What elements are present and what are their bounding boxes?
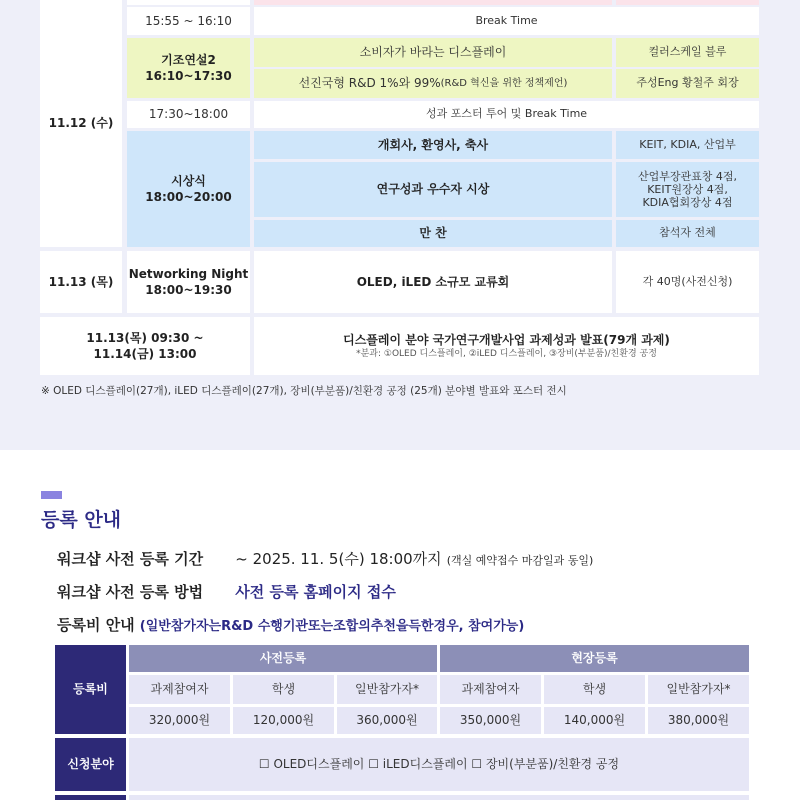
category-cell: 과제참여자 [440,675,541,704]
break2-title: 성과 포스터 투어 및 Break Time [254,101,759,128]
registration-fee-row [57,614,524,635]
section-accent-bar [41,491,62,499]
schedule-footnote: ※ OLED 디스플레이(27개), iLED 디스플레이(27개), 장비(부분품)/친환경 공정 (25개) 분야별 발표와 포스터 전시 [41,385,567,397]
period-value: ~ 2025. 11. 5(수) 18:00까지 [235,550,442,568]
fee-label: 등록비 안내 [57,616,135,634]
prev-row-cell [127,0,250,5]
presentation-when-line: 11.13(목) 09:30 ~ [86,330,204,345]
presentation-title: 디스플레이 분야 국가연구개발사업 과제성과 발표(79개 과제) [343,332,670,347]
award-by1: KEIT, KDIA, 산업부 [616,131,759,159]
award-by2-line: KEIT원장상 4점, [647,182,728,196]
break2-time: 17:30~18:00 [127,101,250,128]
category-cell: 일반참가자* [337,675,437,704]
keynote-session [127,38,250,98]
presentation-when [40,317,250,375]
networking-time: 18:00~19:30 [145,283,232,297]
award-item1: 개회사, 환영사, 축사 [254,131,612,159]
award-session [127,131,250,247]
break1-time: 15:55 ~ 16:10 [127,7,250,35]
method-value: 사전 등록 홈페이지 접수 [235,583,396,601]
keynote-talk1: 소비자가 바라는 디스플레이 [254,38,612,67]
break1-title: Break Time [254,7,759,35]
award-by2-line: KDIA협회장상 4점 [642,196,733,210]
presentation-when-line: 11.14(금) 13:00 [93,347,197,361]
category-cell: 학생 [544,675,645,704]
award-by2 [616,162,759,217]
day-label-1112: 11.12 (수) [40,0,122,247]
day-label-1113: 11.13 (목) [40,251,122,313]
next-row-cell [129,795,749,800]
networking-item: OLED, iLED 소규모 교류회 [254,251,612,313]
keynote-talk2-sub: (R&D 혁신을 위한 정책제언) [440,77,568,89]
price-cell: 360,000원 [337,707,437,734]
networking-title: Networking Night [128,266,249,281]
price-cell: 120,000원 [233,707,334,734]
price-cell: 140,000원 [544,707,645,734]
period-label: 워크샵 사전 등록 기간 [57,550,204,568]
keynote-talk2-main: 선진국형 R&D 1%와 99% [298,76,441,91]
fee-note: (일반참가자는R&D 수행기관또는조합의추천을득한경우, 참여가능) [139,619,525,634]
field-header-cell: 신청분야 [55,738,126,791]
prev-row-cell [254,0,612,5]
award-by3: 참석자 전체 [616,220,759,247]
keynote-talk2 [254,69,612,98]
method-label: 워크샵 사전 등록 방법 [57,583,204,601]
next-row-header [55,795,126,800]
price-cell: 380,000원 [648,707,749,734]
presentation-detail [254,317,759,375]
period-note: (객실 예약접수 마감일과 동일) [446,554,594,567]
keynote-time: 16:10~17:30 [145,69,232,83]
award-item3: 만 찬 [254,220,612,247]
award-title: 시상식 [171,173,206,188]
networking-session [127,251,250,313]
registration-title: 등록 안내 [41,509,122,531]
category-cell: 학생 [233,675,334,704]
registration-method-row [57,581,396,602]
price-cell: 320,000원 [129,707,230,734]
award-time: 18:00~20:00 [145,190,232,204]
price-cell: 350,000원 [440,707,541,734]
category-cell: 일반참가자* [648,675,749,704]
pre-registration-header: 사전등록 [129,645,437,672]
keynote-speaker2: 주성Eng 황철주 회장 [616,69,759,98]
registration-period-row [57,548,593,569]
onsite-registration-header: 현장등록 [440,645,749,672]
field-options[interactable]: ☐ OLED디스플레이 ☐ iLED디스플레이 ☐ 장비(부분품)/친환경 공정 [129,738,749,791]
keynote-speaker1: 컬러스케일 블루 [616,38,759,67]
keynote-title: 기조연설2 [161,52,216,67]
networking-by: 각 40명(사전신청) [616,251,759,313]
award-by2-line: 산업부장관표창 4점, [638,169,737,183]
presentation-subtitle: *분과: ①OLED 디스플레이, ②iLED 디스플레이, ③장비(부분품)/친환경 공정 [356,349,657,360]
prev-row-cell [616,0,759,5]
category-cell: 과제참여자 [129,675,230,704]
fee-header-cell: 등록비 [55,645,126,734]
award-item2: 연구성과 우수자 시상 [254,162,612,217]
